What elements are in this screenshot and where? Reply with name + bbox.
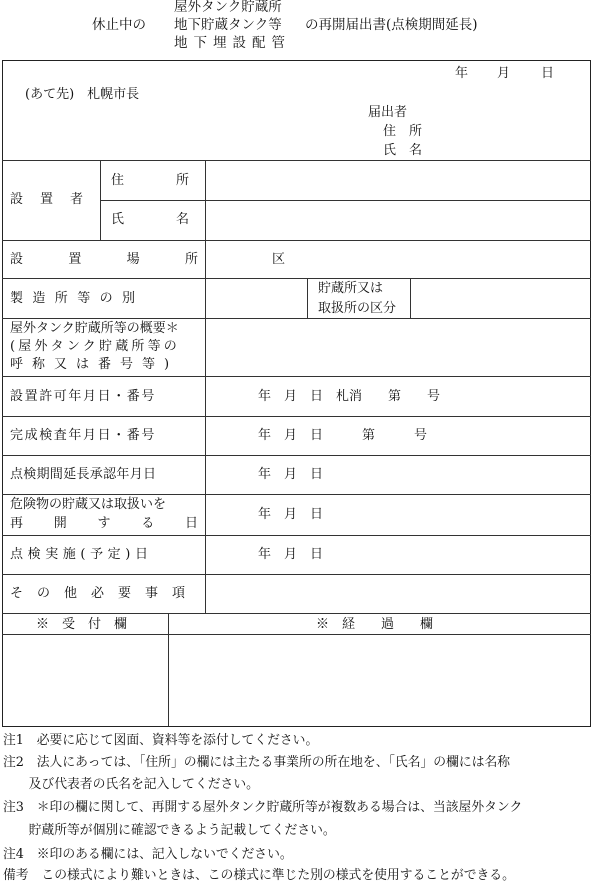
note-2: 注2 法人にあっては、「住所」の欄には主たる事業所の所在地を、「氏名」の欄には名称 xyxy=(3,755,511,770)
title-option-outdoor-tank: 屋外タンク貯蔵所 xyxy=(174,0,282,15)
location-label: 設 置 場 所 xyxy=(10,252,198,267)
extension-label: 点検期間延長承認年月日 xyxy=(10,467,157,482)
applicant-address-label: 住 所 xyxy=(383,124,423,139)
date-month: 月 xyxy=(497,66,511,81)
row-divider xyxy=(2,160,591,161)
installer-name-label: 氏 名 xyxy=(111,212,190,227)
row-divider xyxy=(2,240,591,241)
note-3: 注3 ＊印の欄に関して、再開する屋外タンク貯蔵所等が複数ある場合は、当該屋外タンク xyxy=(3,800,523,815)
title-suffix: の再開届出書(点検期間延長) xyxy=(305,17,478,33)
overview-label-3: 呼称又は番号等) xyxy=(10,357,179,372)
row-divider xyxy=(2,574,591,575)
check-value: 年 月 日 xyxy=(258,547,324,562)
installer-label: 設 置 者 xyxy=(10,192,86,207)
row-divider xyxy=(2,278,591,279)
resume-value: 年 月 日 xyxy=(258,507,324,522)
facility-type-label: 製造所等の別 xyxy=(10,291,145,306)
progress-label: ※ 経 過 欄 xyxy=(316,617,434,632)
row-divider xyxy=(2,376,591,377)
row-divider xyxy=(2,318,591,319)
col-divider xyxy=(410,278,411,318)
note-4: 注4 ※印のある欄には、記入しないでください。 xyxy=(3,847,293,862)
overview-label-1: 屋外タンク貯蔵所等の概要＊ xyxy=(10,321,179,336)
row-divider xyxy=(2,613,591,614)
row-divider xyxy=(2,455,591,456)
note-1: 注1 必要に応じて図面、資料等を添付してください。 xyxy=(3,733,319,748)
remark: 備考 この様式により難いときは、この様式に準じた別の様式を使用することができる。 xyxy=(3,868,515,883)
storage-class-label-1: 貯蔵所又は xyxy=(318,281,384,296)
row-divider xyxy=(100,200,591,201)
applicant-label: 届出者 xyxy=(368,105,408,120)
row-divider xyxy=(2,494,591,495)
inspection-label: 完成検査年月日・番号 xyxy=(10,428,157,443)
reception-label: ※ 受 付 欄 xyxy=(36,617,128,632)
row-divider xyxy=(2,535,591,536)
date-year: 年 xyxy=(455,66,469,81)
date-day: 日 xyxy=(541,66,555,81)
permit-value: 年 月 日 札消 第 号 xyxy=(258,389,441,404)
extension-value: 年 月 日 xyxy=(258,467,324,482)
row-divider xyxy=(2,416,591,417)
inspection-value: 年 月 日 第 号 xyxy=(258,428,428,443)
addressee: (あて先) 札幌市長 xyxy=(25,87,140,102)
resume-label-2: 再 開 す る 日 xyxy=(10,516,198,531)
title-prefix: 休止中の xyxy=(92,17,146,33)
col-divider xyxy=(307,278,308,318)
location-ward: 区 xyxy=(272,252,286,267)
note-3-cont: 貯蔵所等が個別に確認できるよう記載してください。 xyxy=(3,823,336,838)
applicant-name-label: 氏 名 xyxy=(383,143,423,158)
other-label: その他必要事項 xyxy=(10,586,200,601)
resume-label-1: 危険物の貯蔵又は取扱いを xyxy=(10,497,167,512)
permit-label: 設置許可年月日・番号 xyxy=(10,389,157,404)
col-divider xyxy=(205,160,206,613)
col-divider xyxy=(100,160,101,240)
title-option-underground-pipe: 地下埋設配管 xyxy=(174,35,291,51)
row-divider xyxy=(2,634,591,635)
storage-class-label-2: 取扱所の区分 xyxy=(318,301,397,316)
overview-label-2: (屋外タンク貯蔵所等の xyxy=(10,339,181,354)
installer-address-label: 住 所 xyxy=(111,173,190,188)
note-2-cont: 及び代表者の氏名を記入してください。 xyxy=(3,777,259,792)
title-option-underground-tank: 地下貯蔵タンク等 xyxy=(174,17,282,33)
check-label: 点検実施(予定)日 xyxy=(10,547,153,562)
col-divider xyxy=(168,613,169,726)
